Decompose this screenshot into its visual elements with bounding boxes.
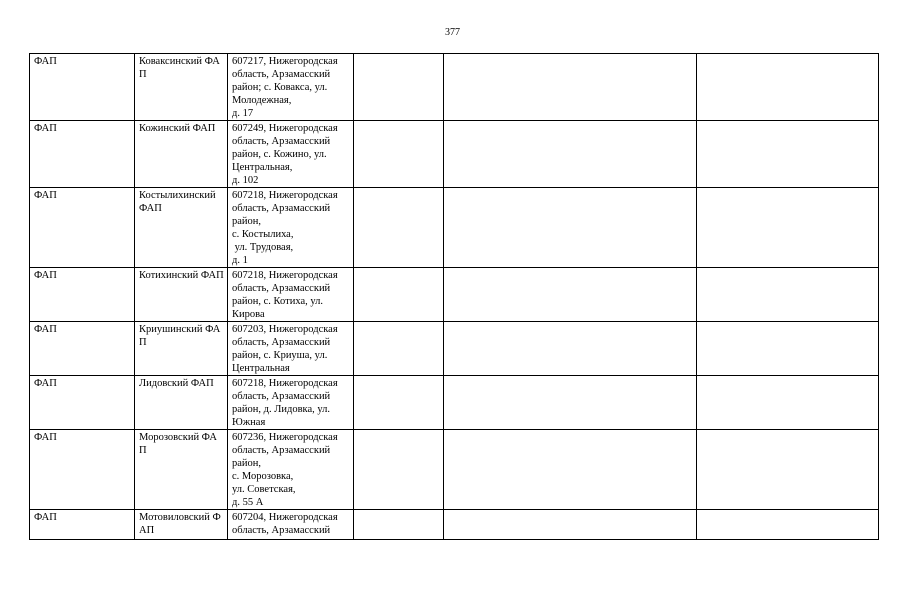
facility-name-cell: Лидовский ФАП: [135, 376, 228, 430]
empty-cell: [697, 376, 879, 430]
address-line: область, Арзамасский: [232, 391, 331, 402]
address-line: район, с. Котиха, ул.: [232, 296, 324, 307]
address-line: область, Арзамасский: [232, 445, 331, 456]
empty-cell: [354, 322, 444, 376]
address-line: д. 1: [232, 255, 248, 266]
empty-cell: [354, 430, 444, 510]
facilities-table: [29, 53, 879, 540]
facility-address-cell: [228, 376, 354, 430]
table-row: [30, 268, 879, 322]
empty-cell: [444, 376, 697, 430]
address-line: 607218, Нижегородская: [232, 378, 338, 389]
address-line: район, д. Лидовка, ул.: [232, 404, 331, 415]
address-line: 607217, Нижегородская: [232, 56, 338, 67]
empty-cell: [354, 510, 444, 540]
address-line: 607204, Нижегородская: [232, 512, 338, 523]
facility-name-cell: Криушинский ФАП: [135, 322, 228, 376]
address-line: ул. Советская,: [232, 484, 296, 495]
empty-cell: [354, 54, 444, 121]
address-line: район, с. Криуша, ул.: [232, 350, 328, 361]
address-line: Центральная: [232, 363, 290, 374]
facility-type-cell: ФАП: [30, 121, 135, 188]
address-line: область, Арзамасский: [232, 136, 331, 147]
empty-cell: [697, 268, 879, 322]
facility-address-cell: [228, 322, 354, 376]
empty-cell: [444, 188, 697, 268]
facility-address-cell: [228, 121, 354, 188]
facility-name-cell: Мотовиловский ФАП: [135, 510, 228, 540]
facility-name-cell: Котихинский ФАП: [135, 268, 228, 322]
address-line: 607236, Нижегородская: [232, 432, 338, 443]
facility-type-cell: ФАП: [30, 188, 135, 268]
table-row: [30, 430, 879, 510]
facility-type-cell: ФАП: [30, 322, 135, 376]
empty-cell: [444, 510, 697, 540]
facility-type-cell: ФАП: [30, 510, 135, 540]
facility-type-cell: ФАП: [30, 430, 135, 510]
address-line: район, с. Кожино, ул.: [232, 149, 327, 160]
address-line: район,: [232, 458, 262, 469]
address-line: область, Арзамасский: [232, 69, 331, 80]
facility-type-cell: ФАП: [30, 376, 135, 430]
facility-type-cell: ФАП: [30, 54, 135, 121]
facility-address-cell: [228, 510, 354, 540]
address-line: Центральная,: [232, 162, 293, 173]
facility-name-cell: Костылихинский ФАП: [135, 188, 228, 268]
empty-cell: [354, 121, 444, 188]
facility-type-cell: ФАП: [30, 268, 135, 322]
empty-cell: [697, 121, 879, 188]
empty-cell: [444, 430, 697, 510]
address-line: с. Морозовка,: [232, 471, 294, 482]
empty-cell: [697, 188, 879, 268]
empty-cell: [697, 322, 879, 376]
address-line: ул. Трудовая,: [232, 242, 294, 253]
empty-cell: [697, 510, 879, 540]
address-line: 607249, Нижегородская: [232, 123, 338, 134]
facility-name-cell: Коваксинский ФАП: [135, 54, 228, 121]
page-number: 377: [445, 27, 460, 38]
table-body: [30, 54, 879, 540]
address-line: Кирова: [232, 309, 265, 320]
address-line: область, Арзамасский: [232, 525, 331, 536]
address-line: д. 55 А: [232, 497, 264, 508]
facility-name-cell: Кожинский ФАП: [135, 121, 228, 188]
address-line: с. Костылиха,: [232, 229, 294, 240]
table-row: [30, 376, 879, 430]
facility-address-cell: [228, 54, 354, 121]
table-row: [30, 510, 879, 540]
facility-address-cell: [228, 268, 354, 322]
address-line: область, Арзамасский: [232, 337, 331, 348]
empty-cell: [354, 268, 444, 322]
empty-cell: [444, 121, 697, 188]
empty-cell: [697, 54, 879, 121]
table-row: [30, 322, 879, 376]
address-line: область, Арзамасский: [232, 203, 331, 214]
address-line: Южная: [232, 417, 266, 428]
table-row: [30, 54, 879, 121]
address-line: 607218, Нижегородская: [232, 190, 338, 201]
address-line: д. 102: [232, 175, 259, 186]
facility-address-cell: [228, 188, 354, 268]
address-line: 607203, Нижегородская: [232, 324, 338, 335]
empty-cell: [354, 188, 444, 268]
empty-cell: [354, 376, 444, 430]
address-line: Молодежная,: [232, 95, 292, 106]
address-line: район; с. Ковакса, ул.: [232, 82, 328, 93]
table-row: [30, 188, 879, 268]
facility-name-cell: Морозовский ФАП: [135, 430, 228, 510]
empty-cell: [444, 54, 697, 121]
empty-cell: [444, 268, 697, 322]
table-row: [30, 121, 879, 188]
address-line: область, Арзамасский: [232, 283, 331, 294]
empty-cell: [697, 430, 879, 510]
address-line: д. 17: [232, 108, 254, 119]
facility-address-cell: [228, 430, 354, 510]
empty-cell: [444, 322, 697, 376]
address-line: 607218, Нижегородская: [232, 270, 338, 281]
address-line: район,: [232, 216, 262, 227]
